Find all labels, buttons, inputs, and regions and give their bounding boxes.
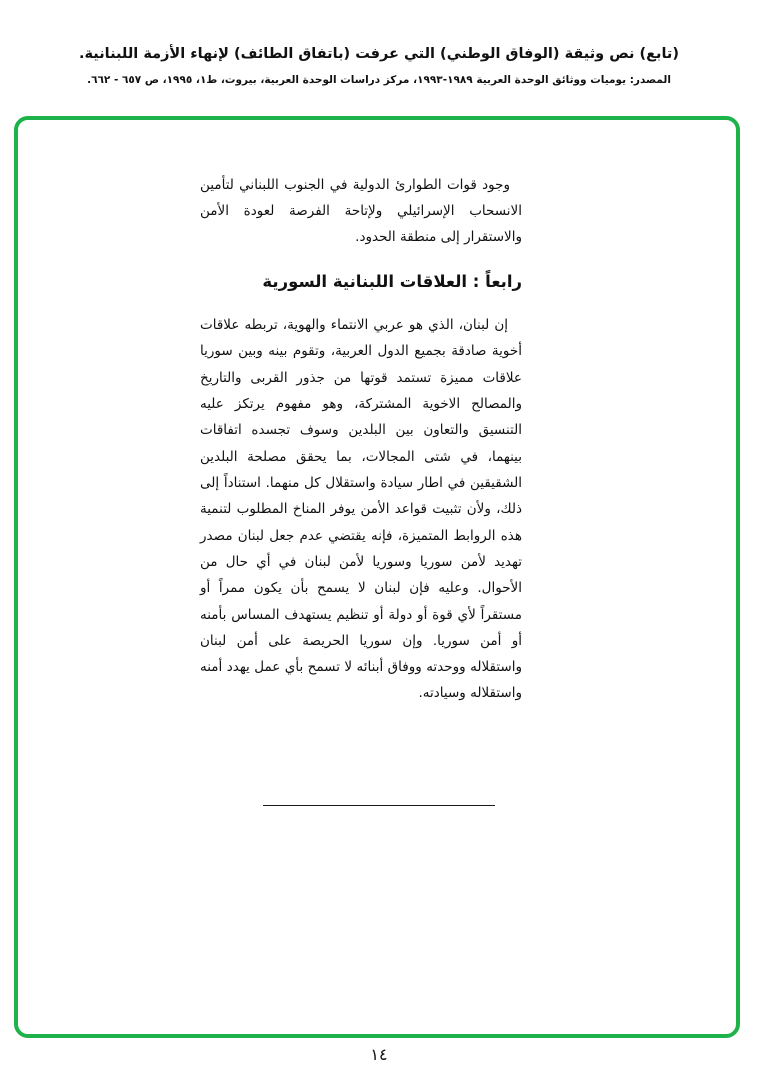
section-heading: رابعاً : العلاقات اللبنانية السورية bbox=[262, 272, 522, 292]
source-line: المصدر: يوميات ووثائق الوحدة العربية ١٩٨٩-١٩٩٣، مركز دراسات الوحدة العربية، بيروت، ط١، ١٩٩٥، ص ٦٥٧ - ٦٦٢. bbox=[87, 74, 671, 86]
page-number: ١٤ bbox=[370, 1045, 388, 1064]
document-title: (تابع) نص وثيقة (الوفاق الوطني) التي عرفت (باتفاق الطائف) لإنهاء الأزمة اللبنانية. bbox=[78, 46, 679, 62]
body-paragraph: إن لبنان، الذي هو عربي الانتماء والهوية، تربطه علاقات أخوية صادقة بجميع الدول العربية، وتقوم بينه وبين سوريا علاقات مميزة تستمد قوتها من جذور القربى والتاريخ والمصالح الاخوية المشتركة، وهو مفهوم يرتكز عليه التنسيق والتعاون بين البلدين وسوف تجسده اتفاقات بينهما، في شتى المجالات، بما يحقق مصلحة البلدين الشقيقين في اطار سيادة واستقلال كل منهما. استناداً إلى ذلك، ولأن تثبيت قواعد الأمن يوفر المناخ المطلوب لتنمية هذه الروابط المتميزة، فإنه يقتضي عدم جعل لبنان مصدر تهديد لأمن سوريا وسوريا لأمن لبنان في أي حال من الأحوال. وعليه فإن لبنان لا يسمح بأن يكون ممراً أو مستقراً لأي قوة أو دولة أو تنظيم يستهدف المساس بأمنه أو أمن سوريا. وإن سوريا الحريصة على أمن لبنان واستقلاله ووحدته ووفاق أبنائه لا تسمح بأي عمل يهدد أمنه واستقلاله وسيادته. bbox=[200, 317, 522, 702]
page-header bbox=[0, 0, 758, 86]
document-body bbox=[0, 158, 758, 806]
divider bbox=[263, 805, 495, 806]
text-column bbox=[200, 172, 522, 707]
intro-paragraph: وجود قوات الطوارئ الدولية في الجنوب اللبناني لتأمين الانسحاب الإسرائيلي ولإتاحة الفرصة لعودة الأمن والاستقرار إلى منطقة الحدود. bbox=[200, 176, 522, 246]
